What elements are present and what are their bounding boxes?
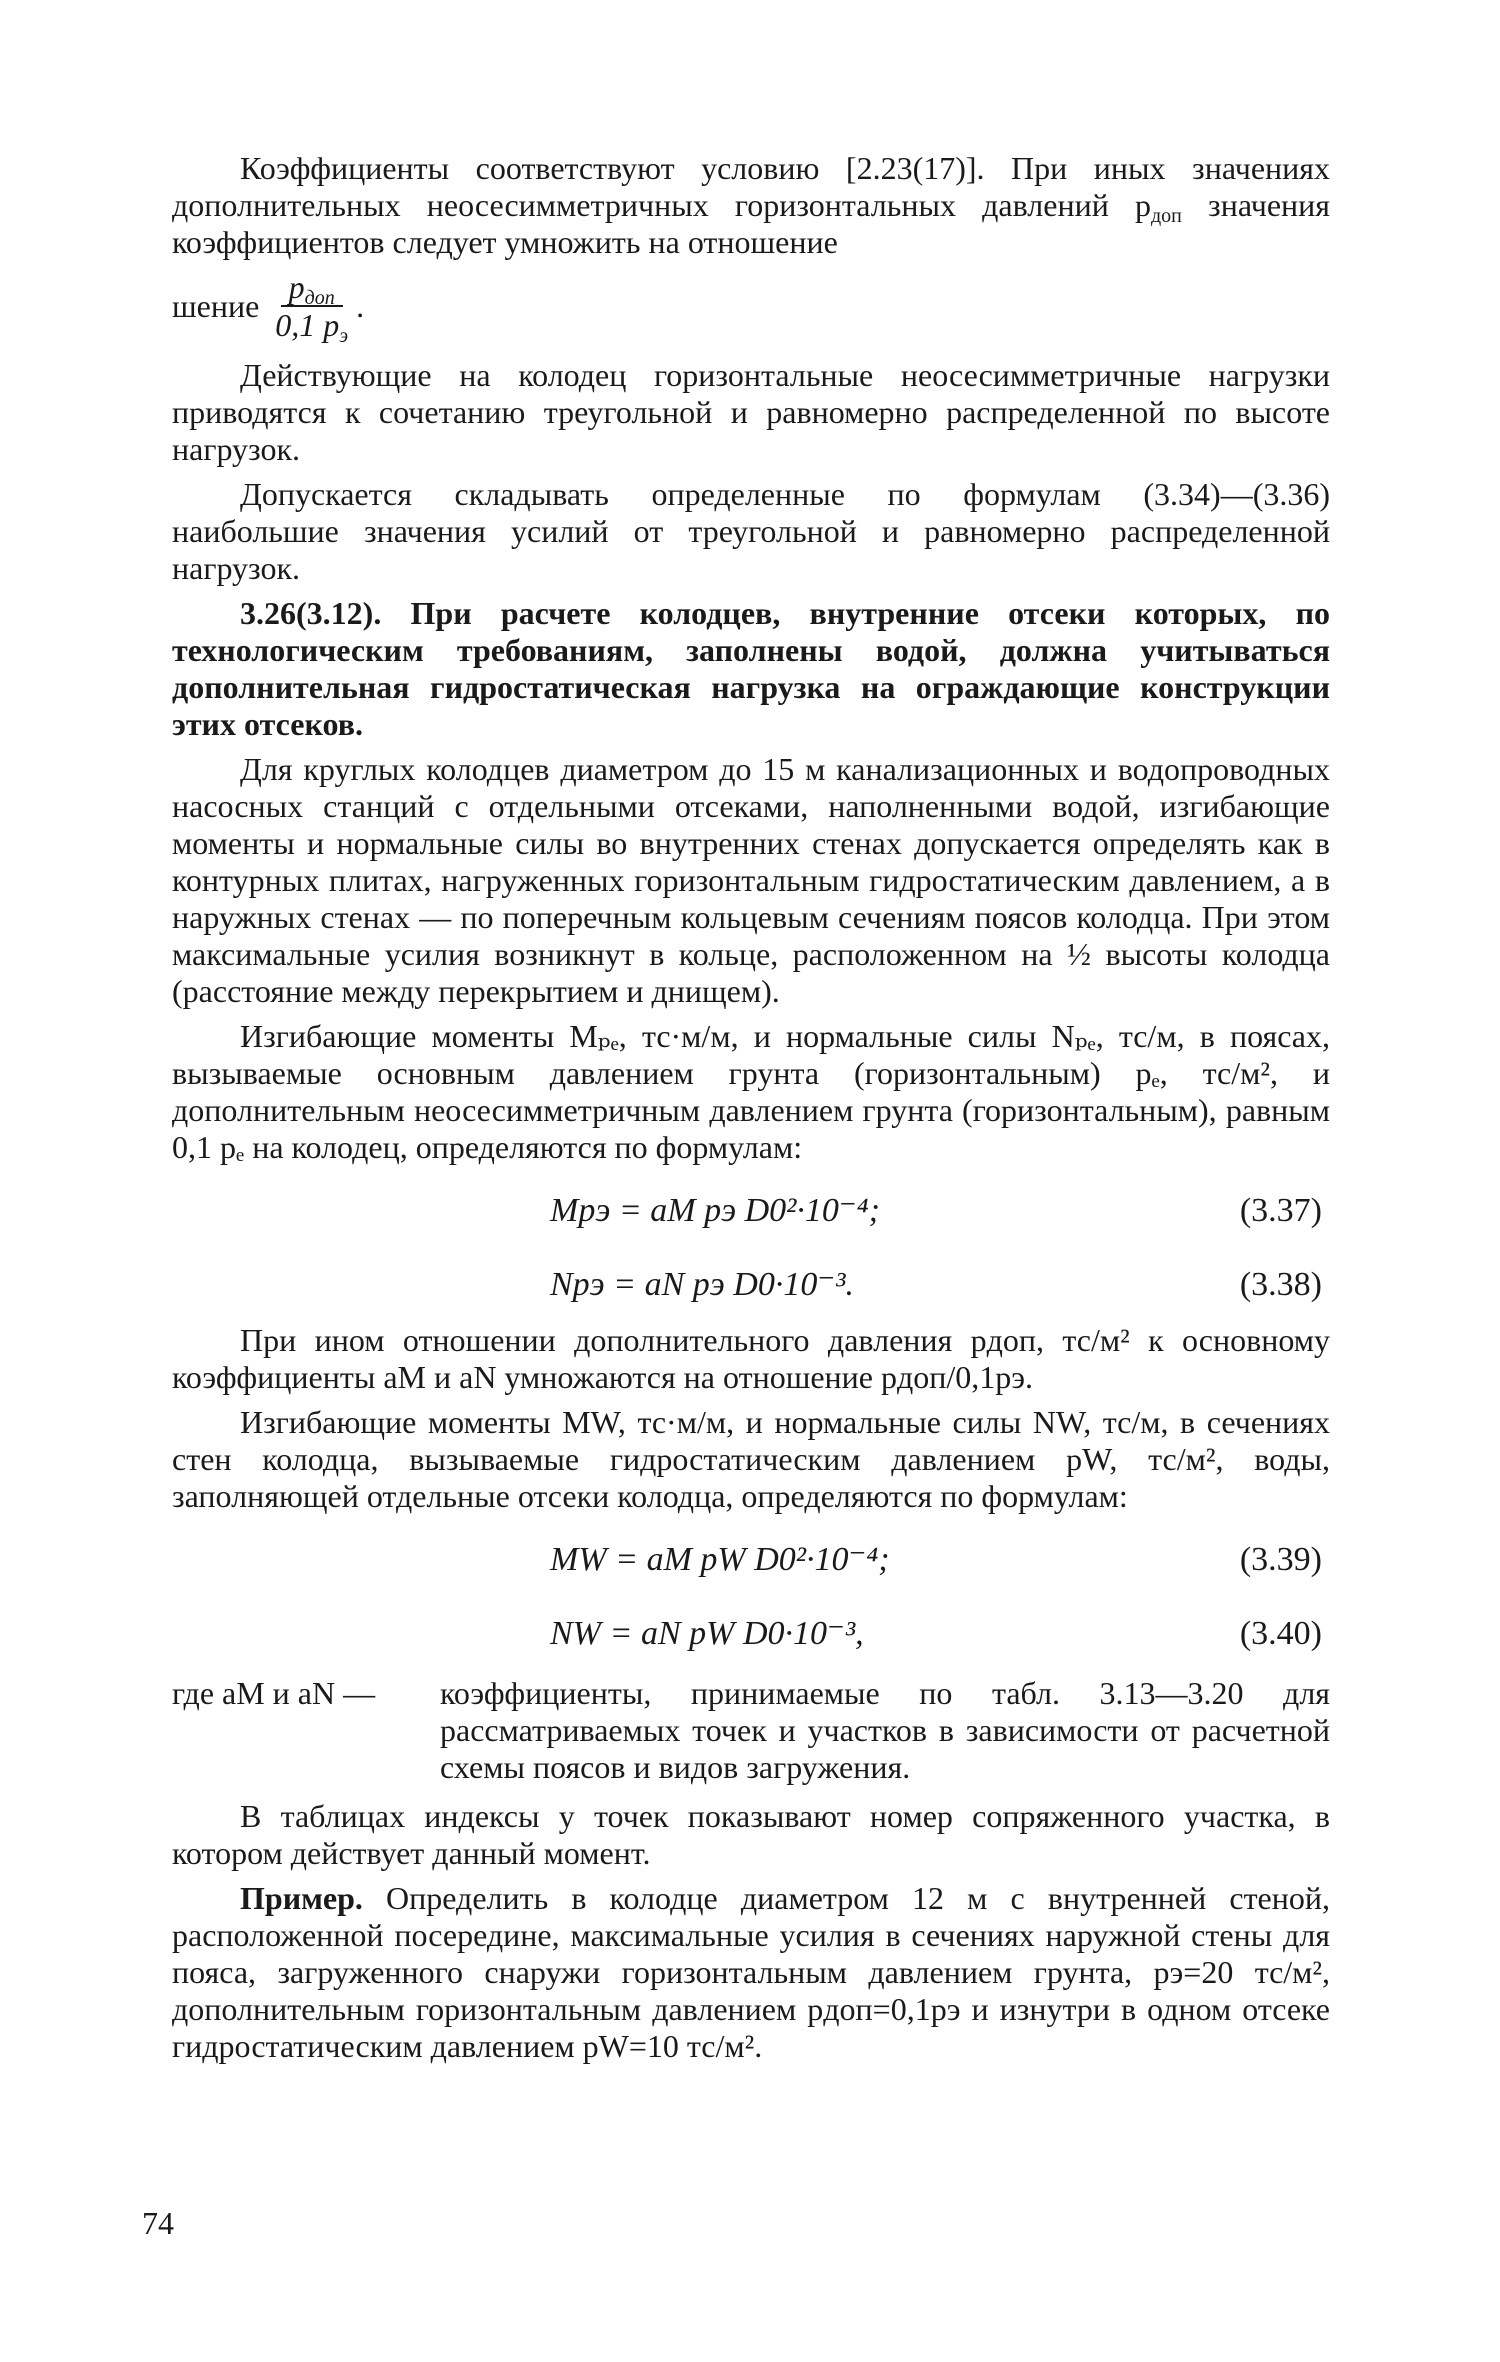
paragraph-moments-water: Изгибающие моменты MW, тс·м/м, и нормальные силы NW, тс/м, в сечениях стен колодца, вызываемые гидростатическим давлением pW, тс/м², воды, заполняющей отдельные отсеки колодца, определяются по формулам:	[172, 1404, 1330, 1514]
subscript: доп	[304, 287, 335, 309]
formula-expression: Npэ = aN pэ D0·10⁻³.	[550, 1266, 854, 1303]
fraction-denominator	[275, 307, 349, 347]
formula-expression: MW = aM pW D0²·10⁻⁴;	[550, 1541, 890, 1578]
formula-expression: NW = aN pW D0·10⁻³,	[550, 1615, 864, 1652]
fraction	[275, 269, 349, 347]
example-text: Определить в колодце диаметром 12 м с внутренней стеной, расположенной посередине, максимальные усилия в сечениях наружной стены для пояса, загруженного снаружи горизонтальным давлением грунта, pэ=20 тс/м², дополнительным горизонтальным давлением pдоп=0,1pэ и изнутри в одном отсеке гидростатическим давлением pW=10 тс/м².	[172, 1880, 1330, 2064]
example-heading: Пример.	[240, 1880, 363, 1916]
where-lead: где aM и aN —	[172, 1675, 376, 1711]
paragraph-coefficients	[172, 150, 1330, 261]
paragraph-example	[172, 1880, 1330, 2065]
paragraph-summing: Допускается складывать определенные по формулам (3.34)—(3.36) наибольшие значения усилий от треугольной и равномерно распределенной нагрузок.	[172, 476, 1330, 586]
page-body	[172, 150, 1330, 2073]
subscript: э	[339, 325, 349, 347]
formula-3-40	[172, 1597, 1330, 1671]
formula-expression: Mpэ = aM pэ D0²·10⁻⁴;	[550, 1192, 880, 1229]
paragraph-other-ratio: При ином отношении дополнительного давления pдоп, тс/м² к основному коэффициенты aM и aN умножаются на отношение pдоп/0,1pэ.	[172, 1322, 1330, 1395]
formula-number: (3.39)	[1239, 1541, 1322, 1578]
text: значения коэффициентов следует умножить на отношение	[172, 187, 1331, 260]
formula-number: (3.40)	[1239, 1615, 1322, 1652]
page-number: 74	[142, 2205, 174, 2241]
fraction-numerator	[281, 269, 343, 307]
formula-3-37	[172, 1174, 1330, 1248]
text: Коэффициенты соответствуют условию [2.23(17)]. При иных значениях дополнительных неосесимметричных горизонтальных давлений p	[172, 150, 1330, 223]
formula-3-38	[172, 1248, 1330, 1322]
where-body: коэффициенты, принимаемые по табл. 3.13—3.20 для рассматриваемых точек и участков в зависимости от расчетной схемы поясов и видов загружения.	[440, 1675, 1330, 1785]
fraction-label: шение	[172, 287, 260, 324]
formula-number: (3.37)	[1239, 1192, 1322, 1229]
paragraph-loads: Действующие на колодец горизонтальные неосесимметричные нагрузки приводятся к сочетанию треугольной и равномерно распределенной по высоте нагрузок.	[172, 357, 1330, 467]
fraction-line	[172, 269, 1330, 347]
paragraph-section-3-26: 3.26(3.12). При расчете колодцев, внутренние отсеки которых, по технологическим требованиям, заполнены водой, должна учитываться дополнительная гидростатическая нагрузка на ограждающие конструкции этих отсеков.	[172, 595, 1330, 742]
formula-3-39	[172, 1523, 1330, 1597]
paragraph-table-indices: В таблицах индексы у точек показывают номер сопряженного участка, в котором действует данный момент.	[172, 1798, 1330, 1871]
subscript: доп	[1151, 205, 1182, 227]
paragraph-moments-soil: Изгибающие моменты Mₚₑ, тс·м/м, и нормальные силы Nₚₑ, тс/м, в поясах, вызываемые основным давлением грунта (горизонтальным) pₑ, тс/м², и дополнительным неосесимметричным давлением грунта (горизонтальным), равным 0,1 pₑ на колодец, определяются по формулам:	[172, 1018, 1330, 1165]
text: 0,1 p	[275, 307, 340, 343]
where-clause	[172, 1675, 1330, 1786]
period: .	[348, 287, 365, 324]
paragraph-round-wells: Для круглых колодцев диаметром до 15 м канализационных и водопроводных насосных станций с отдельными отсеками, наполненными водой, изгибающие моменты и нормальные силы во внутренних стенах допускается определять как в контурных плитах, нагруженных горизонтальным гидростатическим давлением, а в наружных стенах — по поперечным кольцевым сечениям поясов колодца. При этом максимальные усилия возникнут в кольце, расположенном на ½ высоты колодца (расстояние между перекрытием и днищем).	[172, 751, 1330, 1009]
text: p	[288, 269, 305, 305]
formula-number: (3.38)	[1239, 1266, 1322, 1303]
